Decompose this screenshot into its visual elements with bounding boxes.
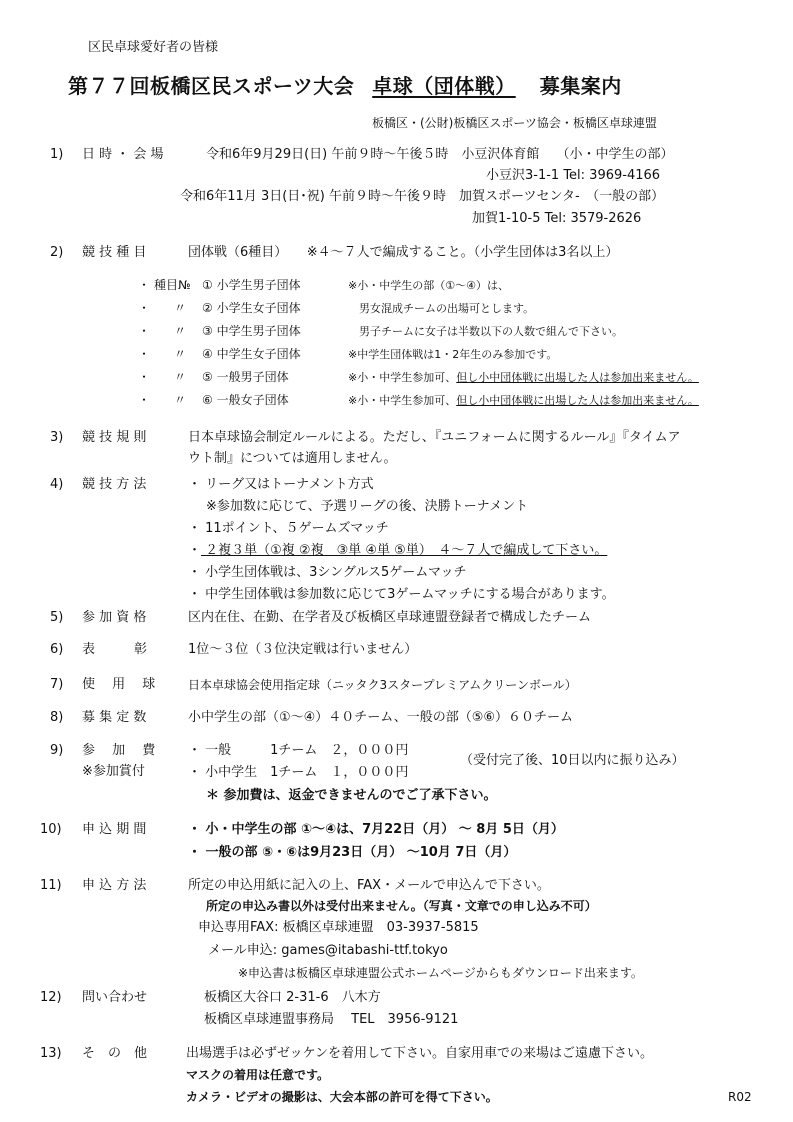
contact-address: 板橋区大谷口 2-31-6 八木方	[204, 990, 381, 1005]
event-name: ④ 中学生女子団体	[202, 347, 301, 361]
section-10-number: 10)	[40, 822, 62, 837]
section-12-number: 12)	[40, 990, 62, 1005]
event-bullet: ・	[138, 393, 151, 407]
event-bullet: ・	[138, 324, 151, 338]
section-1-line1: 令和6年9月29日(日) 午前９時～午後５時 小豆沢体育館 （小・中学生の部）	[206, 147, 674, 162]
section-4-line4	[188, 543, 607, 559]
section-5-label: 参 加 資 格	[82, 610, 147, 625]
salutation: 区民卓球愛好者の皆様	[88, 40, 219, 55]
section-4-line6: ・ 中学生団体戦は参加数に応じて3ゲームマッチにする場合があります。	[188, 587, 615, 602]
event-note-restriction: 但し小中団体戦に出場した人は参加出来ません。	[456, 394, 699, 407]
event-bullet: ・	[138, 301, 151, 315]
event-note-restriction: 但し小中団体戦に出場した人は参加出来ません。	[456, 371, 699, 384]
event-note: 男子チームに女子は半数以下の人数で組んで下さい。	[348, 325, 623, 338]
other-line3: カメラ・ビデオの撮影は、大会本部の許可を得て下さい。	[186, 1090, 498, 1104]
other-line1: 出場選手は必ずゼッケンを着用して下さい。自家用車での来場はご遠慮下さい。	[186, 1046, 653, 1061]
match-format: ２複３単（①複 ②複 ③単 ④単 ⑤単） ４～７人で編成して下さい。	[201, 543, 608, 558]
event-note: ※小・中学生の部（①～④）は、	[348, 279, 509, 292]
section-6-text: 1位～３位（３位決定戦は行いません）	[188, 642, 418, 657]
section-1-line2: 小豆沢3-1-1 Tel: 3969-4166	[486, 168, 661, 183]
section-1-label: 日 時 ・ 会 場	[82, 147, 164, 162]
bullet: ・	[188, 543, 202, 558]
event-name: ③ 中学生男子団体	[202, 324, 301, 338]
event-name: ① 小学生男子団体	[202, 278, 301, 292]
section-10-label: 申 込 期 間	[82, 822, 147, 837]
section-3-line2: ウト制』については適用しません。	[188, 451, 397, 466]
section-4-label: 競 技 方 法	[82, 477, 147, 492]
event-mark: 〃	[174, 324, 187, 338]
section-11-line1: 所定の申込用紙に記入の上、FAX・メールで申込んで下さい。	[188, 878, 550, 893]
section-11-fax: 申込専用FAX: 板橋区卓球連盟 03-3937-5815	[198, 920, 479, 935]
event-note: 男女混成チームの出場可とします。	[348, 302, 535, 315]
entry-period-students: ・ 小・中学生の部 ①～④は、7月22日（月） ～ 8月 5日（月）	[188, 822, 564, 837]
fee-general: ・ 一般 1チーム ２，０００円	[188, 743, 409, 758]
section-11-download-note: ※申込書は板橋区卓球連盟公式ホームページからもダウンロード出来ます。	[238, 966, 643, 980]
event-note: ※中学生団体戦は1・2年生のみ参加です。	[348, 348, 558, 361]
section-3-label: 競 技 規 則	[82, 430, 147, 445]
event-mark: 〃	[174, 370, 187, 384]
organizers: 板橋区・(公財)板橋区スポーツ協会・板橋区卓球連盟	[372, 116, 657, 130]
section-2-label: 競 技 種 目	[82, 245, 147, 260]
event-bullet: ・	[138, 347, 151, 361]
section-8-number: 8)	[50, 710, 64, 725]
section-11-number: 11)	[40, 878, 62, 893]
title-main: 第７７回板橋区民スポーツ大会	[68, 74, 355, 98]
event-bullet: ・	[138, 370, 151, 384]
event-mark: 〃	[174, 393, 187, 407]
fee-refund-note: ＊ 参加費は、返金できませんのでご了承下さい。	[206, 788, 497, 803]
section-5-text: 区内在住、在勤、在学者及び板橋区卓球連盟登録者で構成したチーム	[188, 610, 592, 625]
section-4-line5: ・ 小学生団体戦は、3シングルス5ゲームマッチ	[188, 565, 467, 580]
section-1-line4: 加賀1-10-5 Tel: 3579-2626	[472, 211, 642, 226]
page-title	[68, 74, 622, 99]
section-6-number: 6)	[50, 642, 64, 657]
section-11-label: 申 込 方 法	[82, 878, 147, 893]
section-9-sublabel: ※参加賞付	[82, 764, 145, 779]
event-bullet: ・	[138, 278, 151, 292]
event-name: ② 小学生女子団体	[202, 301, 301, 315]
section-8-text: 小中学生の部（①～④）４０チーム、一般の部（⑤⑥）６０チーム	[188, 710, 574, 725]
fee-payment-note: （受付完了後、10日以内に振り込み）	[460, 753, 685, 768]
section-8-label: 募 集 定 数	[82, 710, 147, 725]
section-4-line1: ・ リーグ又はトーナメント方式	[188, 477, 374, 492]
event-mark: 〃	[174, 347, 187, 361]
event-note-text: ※小・中学生参加可、	[348, 394, 457, 407]
section-2-number: 2)	[50, 245, 64, 260]
event-mark: 種目№	[154, 278, 191, 292]
section-1-line3: 令和6年11月 3日(日･祝) 午前９時～午後９時 加賀スポーツセンタ- （一般の部）	[180, 189, 665, 204]
other-line2: マスクの着用は任意です。	[186, 1068, 330, 1082]
section-13-number: 13)	[40, 1046, 62, 1061]
section-2-text: 団体戦（6種目） ※４～７人で編成すること。（小学生団体は3名以上）	[188, 245, 619, 260]
section-4-number: 4)	[50, 477, 64, 492]
event-mark: 〃	[174, 301, 187, 315]
event-note	[348, 394, 699, 408]
event-note-text: ※小・中学生参加可、	[348, 371, 457, 384]
section-7-number: 7)	[50, 677, 64, 692]
event-note	[348, 371, 699, 385]
title-event: 卓球（団体戦）	[372, 74, 516, 98]
fee-student: ・ 小中学生 1チーム １，０００円	[188, 765, 409, 780]
section-11-line2: 所定の申込み書以外は受付出来ません。（写真・文章での申し込み不可）	[206, 899, 597, 913]
section-7-text: 日本卓球協会使用指定球（ニッタク3スタープレミアムクリーンボール）	[188, 678, 577, 692]
event-name: ⑤ 一般男子団体	[202, 370, 289, 384]
section-13-label: そ の 他	[82, 1046, 148, 1061]
section-3-line1: 日本卓球協会制定ルールによる。ただし、『ユニフォームに関するルール』『タイムア	[188, 430, 681, 445]
section-4-line2: ※参加数に応じて、予選リーグの後、決勝トーナメント	[206, 499, 529, 514]
section-6-label: 表 彰	[82, 642, 148, 657]
section-5-number: 5)	[50, 610, 64, 625]
page-code: R02	[728, 1090, 752, 1104]
contact-office: 板橋区卓球連盟事務局 TEL 3956-9121	[204, 1012, 459, 1027]
section-9-label: 参 加 費	[82, 743, 156, 758]
section-7-label: 使 用 球	[82, 677, 156, 692]
event-name: ⑥ 一般女子団体	[202, 393, 289, 407]
title-suffix: 募集案内	[539, 74, 622, 98]
section-12-label: 問い合わせ	[82, 990, 148, 1005]
section-9-number: 9)	[50, 743, 64, 758]
section-3-number: 3)	[50, 430, 64, 445]
entry-period-general: ・ 一般の部 ⑤・⑥は9月23日（月） ～10月 7日（月）	[188, 845, 517, 860]
section-4-line3: ・ 11ポイント、５ゲームズマッチ	[188, 521, 389, 536]
section-1-number: 1)	[50, 147, 64, 162]
section-11-email: メール申込: games@itabashi-ttf.tokyo	[208, 943, 448, 958]
